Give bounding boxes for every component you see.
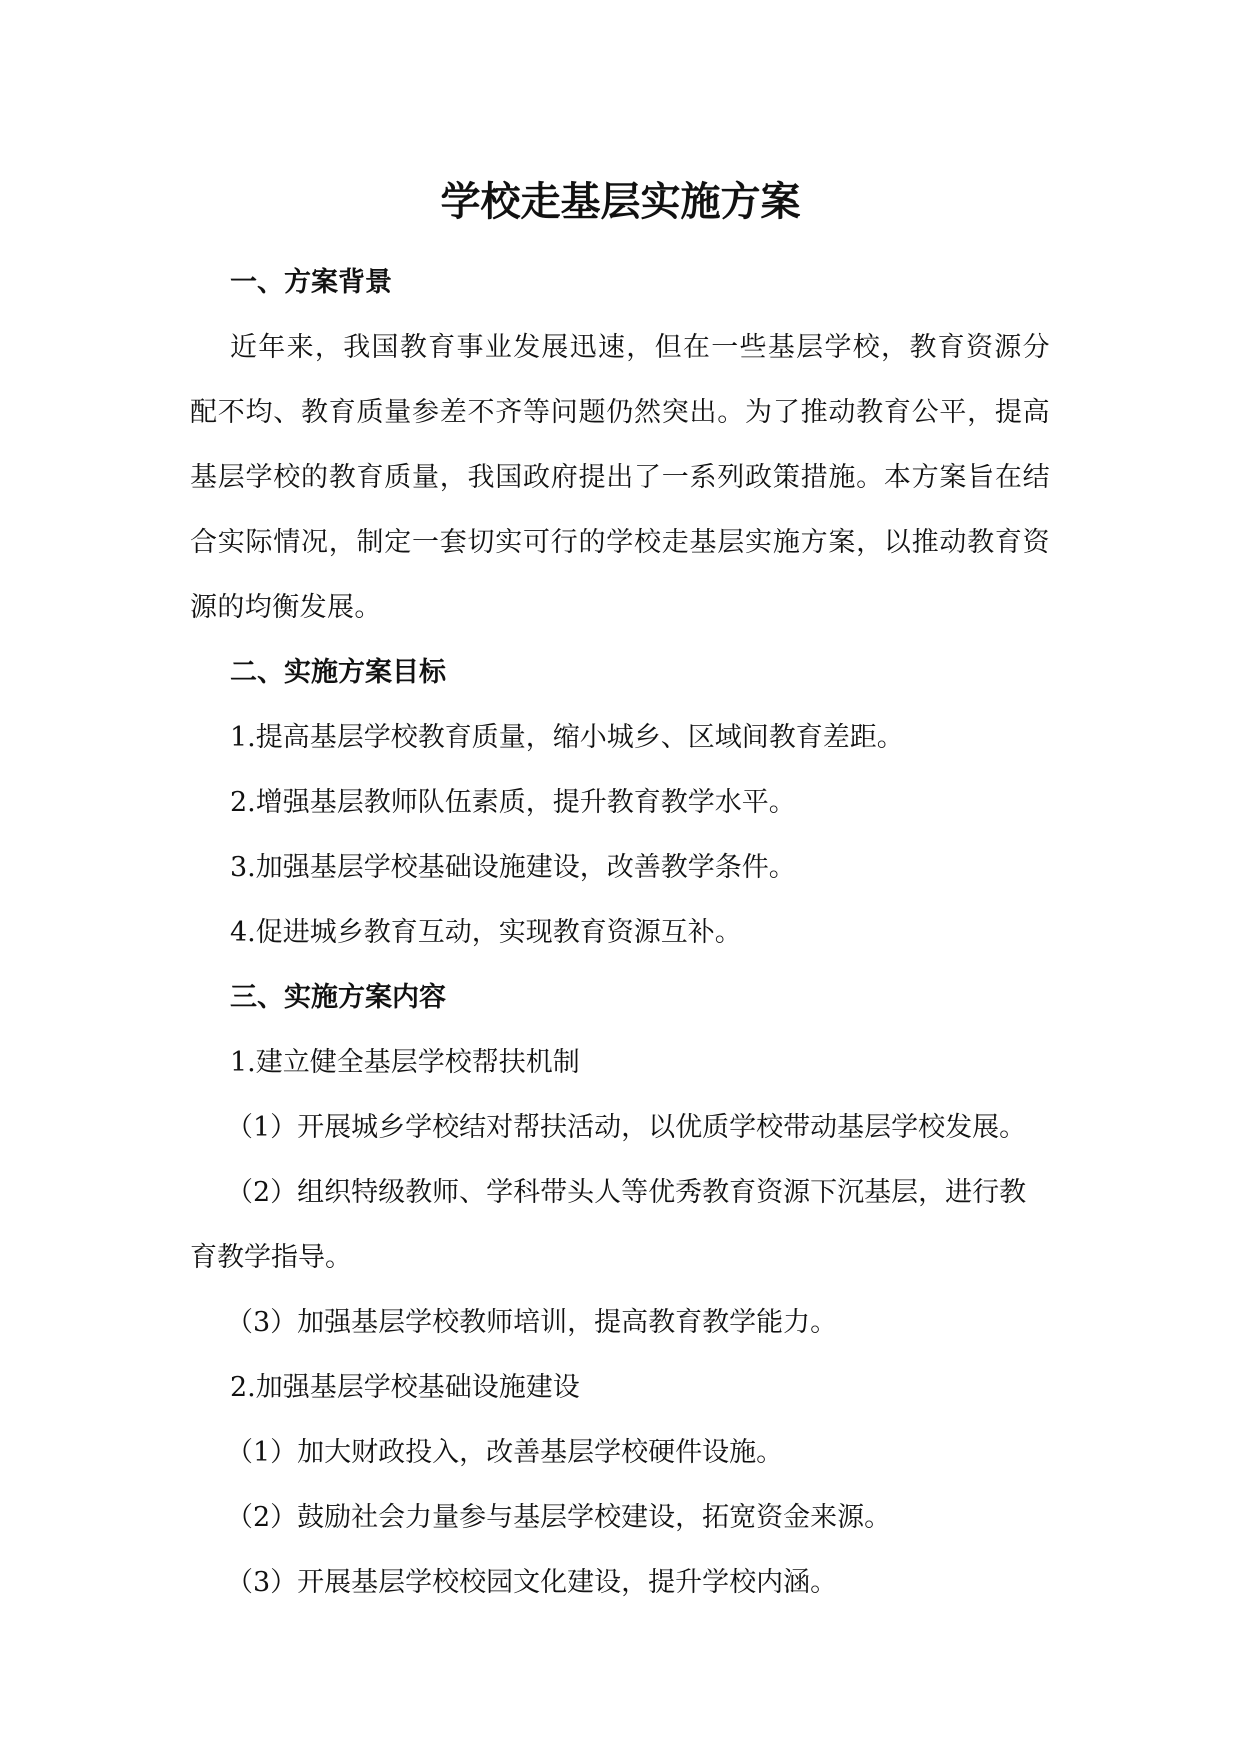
content-item: （1）开展城乡学校结对帮扶活动，以优质学校带动基层学校发展。 xyxy=(226,1112,1027,1143)
content-item: （1）加大财政投入，改善基层学校硬件设施。 xyxy=(226,1437,784,1468)
section-heading-content: 三、实施方案内容 xyxy=(230,982,446,1013)
document-title: 学校走基层实施方案 xyxy=(440,179,801,225)
goal-item: 2.增强基层教师队伍素质，提升教育教学水平。 xyxy=(230,787,796,818)
goal-item: 4.促进城乡教育互动，实现教育资源互补。 xyxy=(230,917,742,948)
subsection-title: 2.加强基层学校基础设施建设 xyxy=(230,1372,580,1403)
content-item: （3）开展基层学校校园文化建设，提升学校内涵。 xyxy=(226,1567,838,1598)
section-heading-goals: 二、实施方案目标 xyxy=(230,657,446,688)
background-paragraph: 近年来，我国教育事业发展迅速，但在一些基层学校，教育资源分配不均、教育质量参差不齐等问题仍然突出。为了推动教育公平，提高基层学校的教育质量，我国政府提出了一系列政策措施。本方案旨在结合实际情况，制定一套切实可行的学校走基层实施方案，以推动教育资源的均衡发展。 xyxy=(190,332,1050,623)
document-body xyxy=(190,250,1050,1615)
content-item: （3）加强基层学校教师培训，提高教育教学能力。 xyxy=(226,1307,838,1338)
content-item: （2）组织特级教师、学科带头人等优秀教育资源下沉基层，进行教育教学指导。 xyxy=(190,1177,1027,1273)
content-item: （2）鼓励社会力量参与基层学校建设，拓宽资金来源。 xyxy=(226,1502,892,1533)
goal-item: 3.加强基层学校基础设施建设，改善教学条件。 xyxy=(230,852,796,883)
subsection-title: 1.建立健全基层学校帮扶机制 xyxy=(230,1047,580,1078)
section-heading-background: 一、方案背景 xyxy=(230,267,392,298)
goal-item: 1.提高基层学校教育质量，缩小城乡、区域间教育差距。 xyxy=(230,722,904,753)
